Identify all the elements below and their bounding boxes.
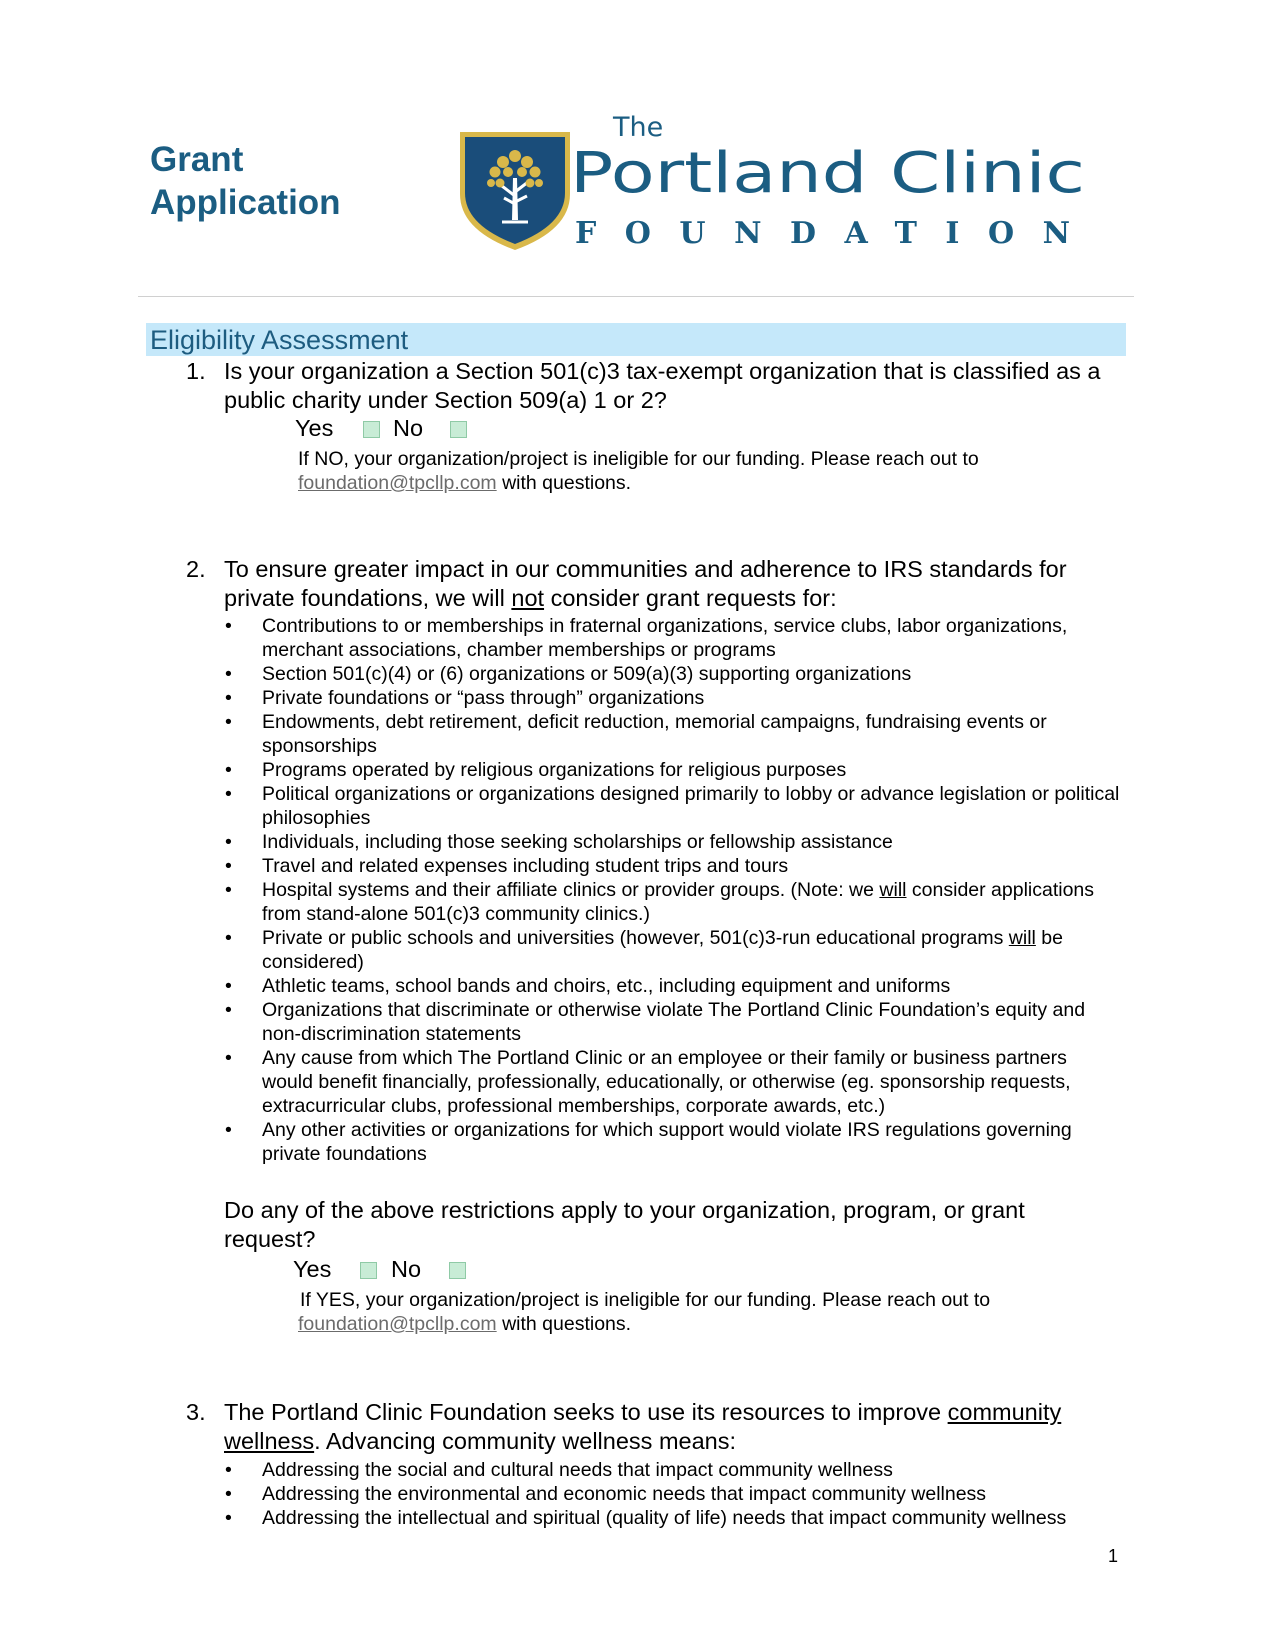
yes-label: Yes bbox=[295, 415, 334, 441]
no-label: No bbox=[391, 1256, 422, 1282]
q2-followup: Do any of the above restrictions apply to your organization, program, or grant request? bbox=[224, 1197, 1025, 1252]
list-item-text: Addressing the social and cultural needs that impact community wellness bbox=[262, 1459, 893, 1481]
section-title: Eligibility Assessment bbox=[150, 325, 409, 355]
logo-name: Portland Clinic bbox=[570, 141, 1085, 206]
email-link[interactable]: foundation@tpcllp.com bbox=[298, 1313, 497, 1335]
no-checkbox[interactable] bbox=[450, 421, 467, 438]
list-item bbox=[222, 830, 1122, 854]
list-item-text: Athletic teams, school bands and choirs, etc., including equipment and uniforms bbox=[262, 975, 951, 997]
list-item-text: be considered) bbox=[262, 927, 1063, 973]
bullet-icon: • bbox=[225, 879, 232, 901]
list-item-text: consider applications from stand-alone 501(c)3 community clinics.) bbox=[262, 879, 1095, 925]
list-item-text: Private or public schools and universities (however, 501(c)3-run educational programs bbox=[262, 927, 1009, 949]
list-item bbox=[222, 1506, 1122, 1530]
list-item bbox=[222, 1458, 1122, 1482]
list-item-text: Any other activities or organizations for which support would violate IRS regulations governing private foundations bbox=[262, 1119, 1072, 1165]
bullet-icon: • bbox=[225, 975, 232, 997]
list-item-text: Political organizations or organizations designed primarily to lobby or advance legislation or political philosophies bbox=[262, 783, 1120, 829]
list-item-text: Addressing the intellectual and spiritual (quality of life) needs that impact community wellness bbox=[262, 1507, 1067, 1529]
list-item bbox=[222, 998, 1122, 1046]
note-suffix: with questions. bbox=[496, 1313, 632, 1335]
list-item bbox=[222, 1046, 1122, 1118]
question-text-emphasis: community wellness bbox=[224, 1399, 1062, 1454]
bullet-icon: • bbox=[225, 615, 232, 637]
list-item-emphasis: will bbox=[879, 879, 907, 901]
bullet-icon: • bbox=[225, 663, 232, 685]
list-item bbox=[222, 878, 1122, 926]
list-item-text: Organizations that discriminate or otherwise violate The Portland Clinic Foundation’s equity and non-discrimination statements bbox=[262, 999, 1086, 1045]
list-item bbox=[222, 710, 1122, 758]
foundation-logo bbox=[458, 112, 1130, 262]
list-item-text: Hospital systems and their affiliate clinics or provider groups. (Note: we bbox=[262, 879, 880, 901]
note-suffix: with questions. bbox=[496, 472, 632, 494]
yes-checkbox[interactable] bbox=[360, 1262, 377, 1279]
note-text: If YES, your organization/project is ineligible for our funding. Please reach out to bbox=[300, 1289, 991, 1311]
list-item-text: Endowments, debt retirement, deficit reduction, memorial campaigns, fundraising events or sponsorships bbox=[262, 711, 1047, 757]
yes-checkbox[interactable] bbox=[363, 421, 380, 438]
question-text-part: consider grant requests for: bbox=[544, 585, 837, 611]
bullet-icon: • bbox=[225, 855, 232, 877]
list-item bbox=[222, 686, 1122, 710]
bullet-icon: • bbox=[225, 1119, 232, 1141]
list-item bbox=[222, 926, 1122, 974]
tree-shield-icon bbox=[458, 112, 1130, 262]
question-text-emphasis: not bbox=[511, 585, 545, 611]
note-text: If NO, your organization/project is ineligible for our funding. Please reach out to bbox=[298, 448, 979, 470]
logo-the: The bbox=[613, 112, 664, 143]
list-item-text: Individuals, including those seeking scholarships or fellowship assistance bbox=[262, 831, 893, 853]
bullet-icon: • bbox=[225, 711, 232, 733]
bullet-icon: • bbox=[225, 927, 232, 949]
question-text bbox=[224, 555, 1124, 613]
list-item bbox=[222, 614, 1122, 662]
page-number: 1 bbox=[1108, 1546, 1119, 1566]
yes-label: Yes bbox=[293, 1256, 332, 1282]
bullet-icon: • bbox=[225, 1507, 232, 1529]
list-item bbox=[222, 974, 1122, 998]
no-label: No bbox=[393, 415, 424, 441]
question-text bbox=[224, 1398, 1124, 1456]
bullet-icon: • bbox=[225, 759, 232, 781]
q1-note bbox=[298, 447, 1078, 495]
list-item bbox=[222, 782, 1122, 830]
list-item bbox=[222, 1118, 1122, 1166]
question-number: 1. bbox=[186, 358, 206, 384]
list-item bbox=[222, 758, 1122, 782]
question-text: Is your organization a Section 501(c)3 tax-exempt organization that is classified as a public charity under Section 509(a) 1 or 2? bbox=[224, 358, 1101, 413]
page-title bbox=[150, 138, 420, 224]
question-text-part: . Advancing community wellness means: bbox=[314, 1428, 737, 1454]
list-item-text: Section 501(c)(4) or (6) organizations or 509(a)(3) supporting organizations bbox=[262, 663, 912, 685]
email-link[interactable]: foundation@tpcllp.com bbox=[298, 472, 497, 494]
bullet-icon: • bbox=[225, 999, 232, 1021]
list-item-text: Private foundations or “pass through” organizations bbox=[262, 687, 705, 709]
q2-note bbox=[300, 1288, 1080, 1336]
question-number: 2. bbox=[186, 556, 206, 582]
list-item-text: Travel and related expenses including student trips and tours bbox=[262, 855, 789, 877]
bullet-icon: • bbox=[225, 831, 232, 853]
list-item bbox=[222, 854, 1122, 878]
bullet-icon: • bbox=[225, 687, 232, 709]
question-text-part: To ensure greater impact in our communities and adherence to IRS standards for private foundations, we will bbox=[224, 556, 1067, 611]
bullet-icon: • bbox=[225, 1459, 232, 1481]
list-item-text: Programs operated by religious organizations for religious purposes bbox=[262, 759, 847, 781]
question-number: 3. bbox=[186, 1399, 206, 1425]
list-item bbox=[222, 1482, 1122, 1506]
q2-yes-no bbox=[293, 1255, 493, 1285]
bullet-icon: • bbox=[225, 783, 232, 805]
page-title-line1: Grant bbox=[150, 140, 244, 179]
list-item-text: Contributions to or memberships in fraternal organizations, service clubs, labor organizations, merchant associations, chamber memberships or programs bbox=[262, 615, 1068, 661]
list-item-text: Any cause from which The Portland Clinic or an employee or their family or business partners would benefit financially, professionally, educationally, or otherwise (eg. sponsorship requests, extracurricular clubs, professional memberships, corporate awards, etc.) bbox=[262, 1047, 1071, 1117]
logo-foundation: FOUNDATION bbox=[575, 216, 1070, 251]
list-item-emphasis: will bbox=[1008, 927, 1036, 949]
q1-yes-no bbox=[295, 414, 495, 444]
page-title-line2: Application bbox=[150, 183, 341, 222]
q2-exclusion-list bbox=[222, 614, 1122, 1166]
question-text-part: The Portland Clinic Foundation seeks to use its resources to improve bbox=[224, 1399, 948, 1425]
no-checkbox[interactable] bbox=[449, 1262, 466, 1279]
list-item bbox=[222, 662, 1122, 686]
bullet-icon: • bbox=[225, 1047, 232, 1069]
header-divider bbox=[138, 296, 1134, 297]
q3-wellness-list bbox=[222, 1458, 1122, 1530]
list-item-text: Addressing the environmental and economic needs that impact community wellness bbox=[262, 1483, 987, 1505]
bullet-icon: • bbox=[225, 1483, 232, 1505]
